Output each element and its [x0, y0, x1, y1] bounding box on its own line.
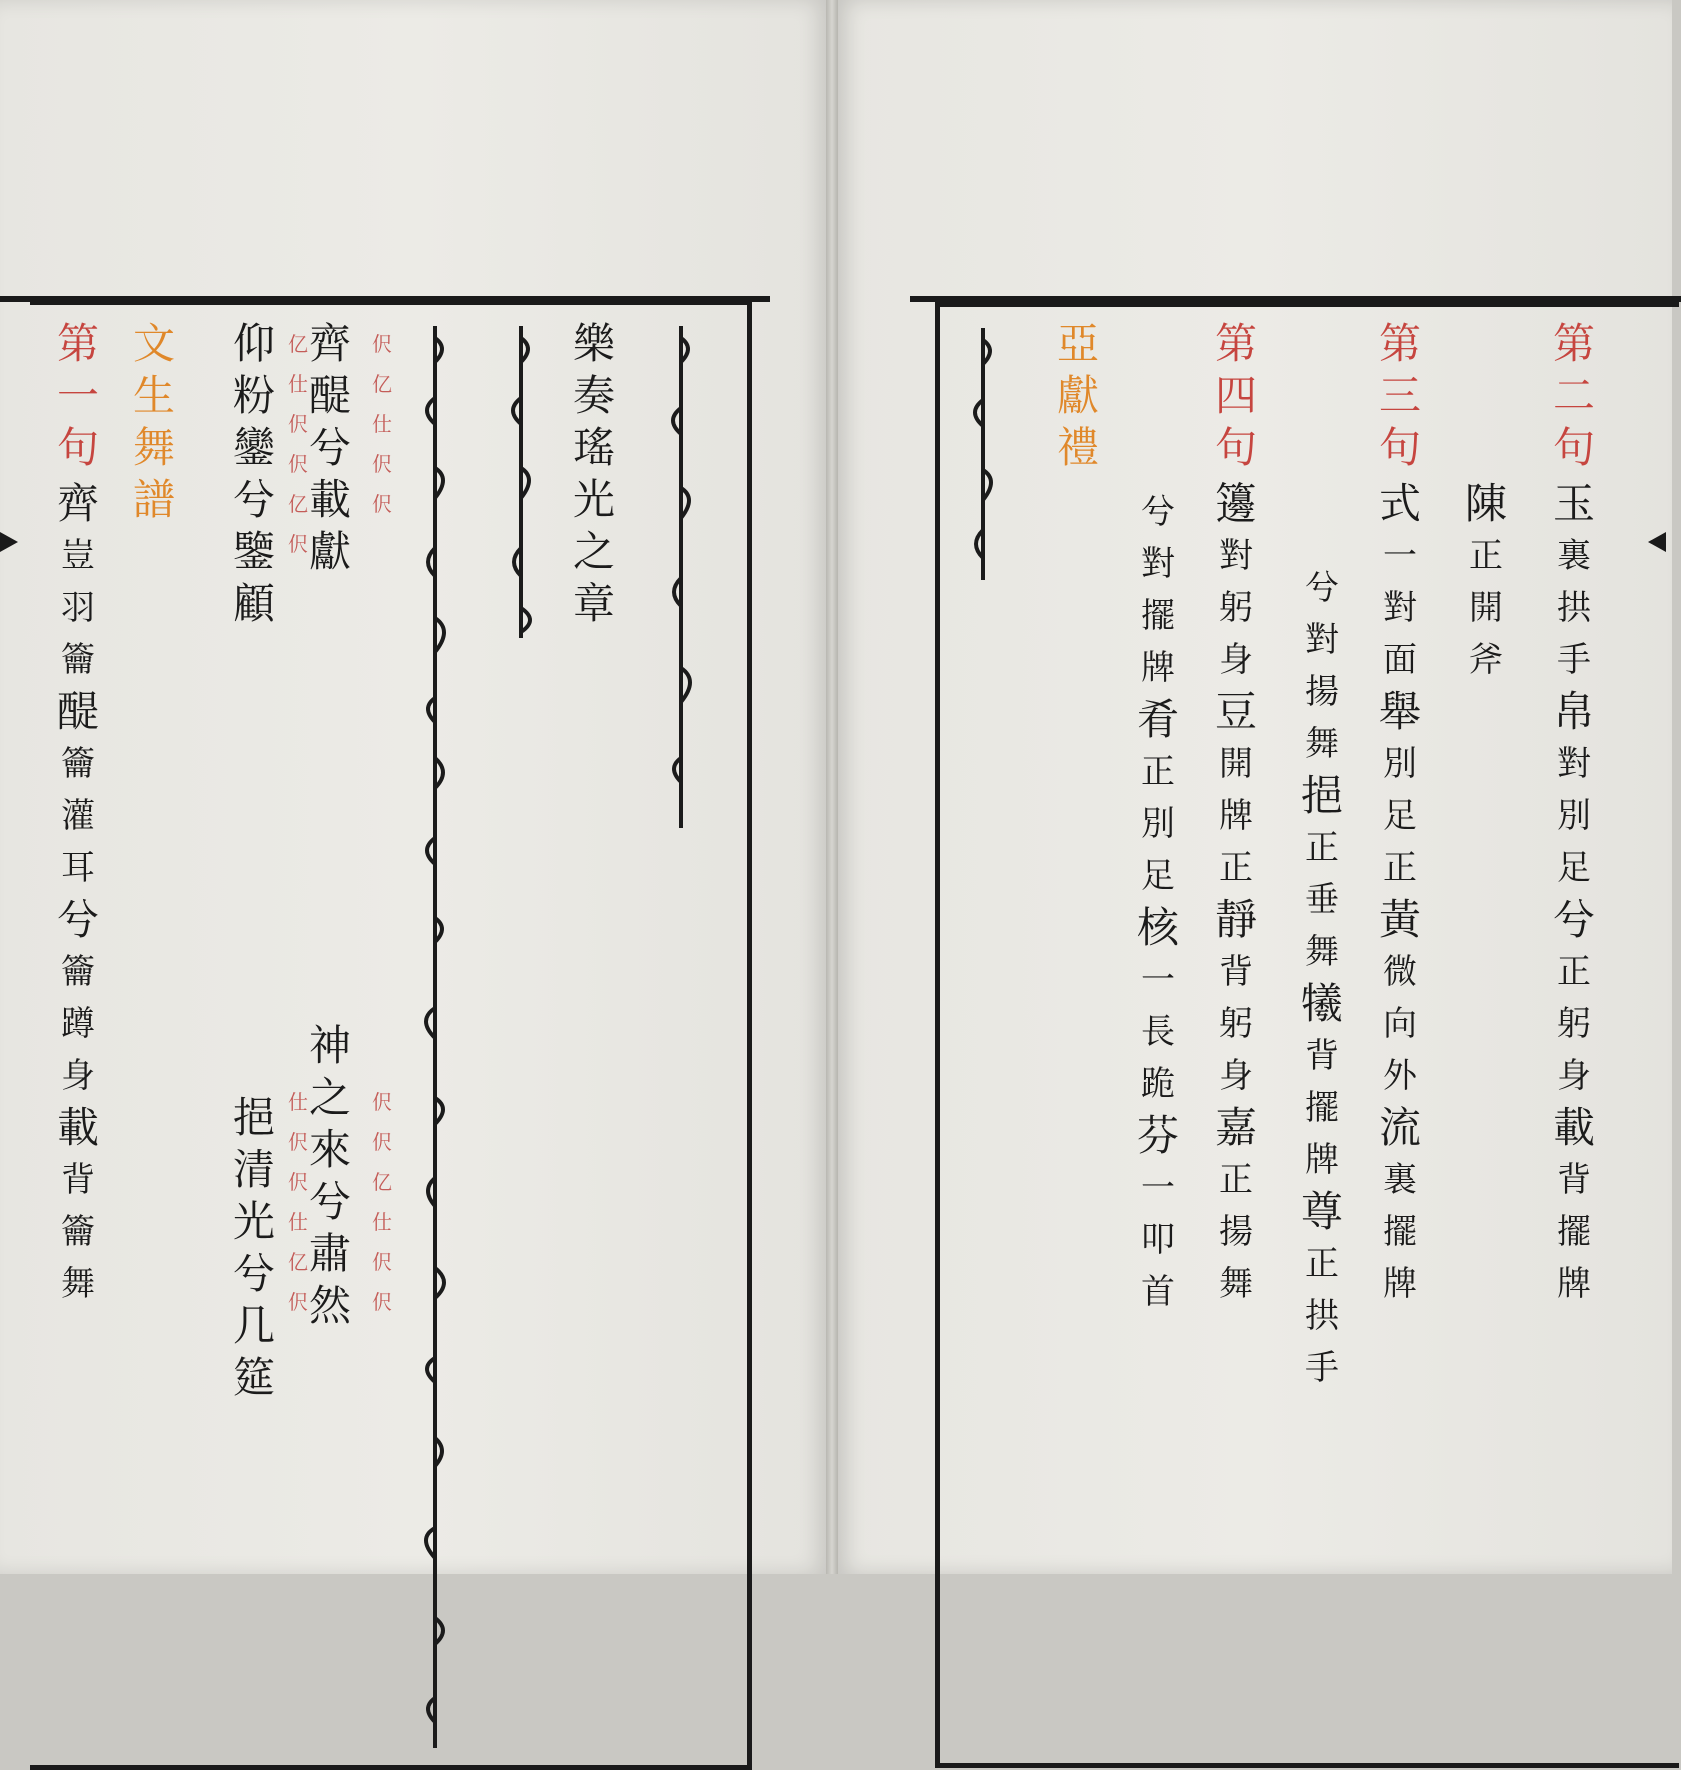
- char: 揚: [1219, 1212, 1253, 1252]
- char: 裏: [1557, 536, 1591, 576]
- char: 兮: [308, 423, 351, 472]
- char: 鑾: [232, 423, 275, 472]
- char: 獻: [1056, 371, 1099, 420]
- char: 四: [1214, 371, 1257, 420]
- char: 光: [232, 1197, 275, 1246]
- char: 拱: [1557, 588, 1591, 628]
- char: 牌: [1141, 648, 1175, 688]
- char: 正: [1305, 1244, 1339, 1284]
- manchu-script-column-1: [410, 318, 460, 1758]
- char: 亞: [1056, 319, 1099, 368]
- notation-col-d: [368, 1082, 396, 1322]
- char: 第: [1214, 319, 1257, 368]
- char: 正: [1305, 828, 1339, 868]
- manchu-script-column-3: [656, 318, 706, 838]
- char: 正: [1469, 536, 1503, 576]
- char: 豈: [61, 536, 95, 576]
- char: 兮: [308, 1177, 351, 1226]
- char: 舞: [132, 423, 175, 472]
- char: 羽: [61, 588, 95, 628]
- note: 仕: [372, 412, 392, 436]
- char: 舉: [1378, 687, 1421, 736]
- char: 微: [1383, 952, 1417, 992]
- char: 背: [1219, 952, 1253, 992]
- char: 擺: [1557, 1212, 1591, 1252]
- char: 帛: [1552, 687, 1595, 736]
- char: 躬: [1219, 588, 1253, 628]
- book-gutter: [826, 0, 838, 1574]
- right-col-b: [1374, 478, 1426, 1310]
- char: 載: [308, 475, 351, 524]
- right-col-b-heading: [1374, 318, 1426, 474]
- note: 仕: [372, 1210, 392, 1234]
- note: 伬: [372, 1250, 392, 1274]
- char: 句: [1378, 423, 1421, 472]
- note: 伬: [372, 492, 392, 516]
- char: 身: [1219, 640, 1253, 680]
- char: 禮: [1056, 423, 1099, 472]
- note: 亿: [372, 372, 392, 396]
- left-col-3-top: [228, 318, 280, 630]
- char: 筵: [232, 1353, 275, 1402]
- char: 樂: [572, 319, 615, 368]
- char: 黃: [1378, 895, 1421, 944]
- notation-col-b: [368, 324, 396, 524]
- note: 伬: [288, 1170, 308, 1194]
- right-col-d: [1548, 478, 1600, 1310]
- char: 醍: [56, 687, 99, 736]
- char: 牌: [1219, 796, 1253, 836]
- note: 仕: [288, 1210, 308, 1234]
- char: 三: [1378, 371, 1421, 420]
- char: 載: [1552, 1103, 1595, 1152]
- char: 籥: [61, 952, 95, 992]
- right-col-a-heading: [1210, 318, 1262, 474]
- note: 伬: [288, 1290, 308, 1314]
- char: 對: [1141, 544, 1175, 584]
- right-col-a2: [1132, 486, 1184, 1318]
- note: 亿: [288, 1250, 308, 1274]
- char: 几: [232, 1301, 275, 1350]
- char: 長: [1141, 1012, 1175, 1052]
- char: 二: [1552, 371, 1595, 420]
- char: 牌: [1383, 1264, 1417, 1304]
- char: 正: [1383, 848, 1417, 888]
- left-fishtail-mark: [0, 532, 18, 552]
- char: 裏: [1383, 1160, 1417, 1200]
- char: 跪: [1141, 1064, 1175, 1104]
- char: 句: [1552, 423, 1595, 472]
- char: 擺: [1141, 596, 1175, 636]
- note: 伬: [288, 452, 308, 476]
- char: 式: [1378, 479, 1421, 528]
- char: 籥: [61, 1212, 95, 1252]
- char: 兮: [1141, 492, 1175, 532]
- char: 兮: [232, 1249, 275, 1298]
- char: 揚: [1305, 672, 1339, 712]
- char: 句: [1214, 423, 1257, 472]
- char: 首: [1141, 1272, 1175, 1312]
- char: 叩: [1141, 1220, 1175, 1260]
- char: 足: [1141, 856, 1175, 896]
- char: 開: [1469, 588, 1503, 628]
- char: 兮: [232, 475, 275, 524]
- char: 身: [1219, 1056, 1253, 1096]
- char: 一: [1141, 1168, 1175, 1208]
- note: 伬: [372, 332, 392, 356]
- char: 正: [1219, 848, 1253, 888]
- char: 背: [1305, 1036, 1339, 1076]
- char: 躬: [1557, 1004, 1591, 1044]
- left-col-4-top: [304, 318, 356, 578]
- char: 舞: [1305, 932, 1339, 972]
- char: 犧: [1300, 979, 1343, 1028]
- char: 一: [56, 371, 99, 420]
- char: 文: [132, 319, 175, 368]
- note: 伬: [288, 532, 308, 556]
- char: 瑤: [572, 423, 615, 472]
- char: 顧: [232, 579, 275, 628]
- char: 背: [1557, 1160, 1591, 1200]
- char: 玉: [1552, 479, 1595, 528]
- char: 別: [1383, 744, 1417, 784]
- char: 手: [1305, 1348, 1339, 1388]
- right-col-c: [1460, 478, 1512, 686]
- right-fishtail-mark: [1648, 532, 1666, 552]
- right-col-a: [1210, 478, 1262, 1310]
- note: 亿: [288, 492, 308, 516]
- char: 兮: [1305, 568, 1339, 608]
- char: 手: [1557, 640, 1591, 680]
- char: 第: [1378, 319, 1421, 368]
- note: 亿: [372, 1170, 392, 1194]
- char: 躬: [1219, 1004, 1253, 1044]
- char: 肅: [308, 1229, 351, 1278]
- char: 芬: [1136, 1111, 1179, 1160]
- char: 尊: [1300, 1187, 1343, 1236]
- char: 向: [1383, 1004, 1417, 1044]
- char: 垂: [1305, 880, 1339, 920]
- note: 仕: [288, 1090, 308, 1114]
- char: 第: [1552, 319, 1595, 368]
- char: 流: [1378, 1103, 1421, 1152]
- char: 足: [1557, 848, 1591, 888]
- char: 來: [308, 1125, 351, 1174]
- char: 章: [572, 579, 615, 628]
- char: 擺: [1305, 1088, 1339, 1128]
- char: 譜: [132, 475, 175, 524]
- char: 舞: [61, 1264, 95, 1304]
- char: 肴: [1136, 695, 1179, 744]
- note: 亿: [288, 332, 308, 356]
- char: 舞: [1305, 724, 1339, 764]
- char: 仰: [232, 319, 275, 368]
- char: 對: [1305, 620, 1339, 660]
- right-col-d-heading: [1548, 318, 1600, 474]
- note: 仕: [288, 372, 308, 396]
- char: 牌: [1305, 1140, 1339, 1180]
- char: 足: [1383, 796, 1417, 836]
- char: 齊: [56, 479, 99, 528]
- char: 神: [308, 1021, 351, 1070]
- char: 別: [1557, 796, 1591, 836]
- char: 別: [1141, 804, 1175, 844]
- note: 伬: [288, 1130, 308, 1154]
- char: 對: [1219, 536, 1253, 576]
- char: 之: [308, 1073, 351, 1122]
- char: 核: [1136, 903, 1179, 952]
- char: 籥: [61, 640, 95, 680]
- char: 挹: [1300, 771, 1343, 820]
- note: 伬: [288, 412, 308, 436]
- left-col-subtitle: [128, 318, 180, 526]
- left-col-3-bottom: [228, 1092, 280, 1404]
- left-col-1: [52, 478, 104, 1310]
- char: 舞: [1219, 1264, 1253, 1304]
- char: 對: [1557, 744, 1591, 784]
- char: 獻: [308, 527, 351, 576]
- right-title: [1052, 318, 1104, 474]
- char: 一: [1141, 960, 1175, 1000]
- char: 齊: [308, 319, 351, 368]
- char: 正: [1141, 752, 1175, 792]
- char: 之: [572, 527, 615, 576]
- left-col-4-bottom: [304, 1020, 356, 1332]
- char: 然: [308, 1281, 351, 1330]
- char: 斧: [1469, 640, 1503, 680]
- char: 粉: [232, 371, 275, 420]
- char: 第: [56, 319, 99, 368]
- char: 籥: [61, 744, 95, 784]
- note: 伬: [372, 1290, 392, 1314]
- char: 正: [1557, 952, 1591, 992]
- note: 伬: [372, 452, 392, 476]
- char: 一: [1383, 536, 1417, 576]
- char: 兮: [56, 895, 99, 944]
- manchu-script-column-2: [496, 318, 546, 648]
- char: 牌: [1557, 1264, 1591, 1304]
- char: 嘉: [1214, 1103, 1257, 1152]
- char: 靜: [1214, 895, 1257, 944]
- char: 蹲: [61, 1004, 95, 1044]
- char: 豆: [1214, 687, 1257, 736]
- char: 外: [1383, 1056, 1417, 1096]
- char: 灌: [61, 796, 95, 836]
- char: 挹: [232, 1093, 275, 1142]
- char: 載: [56, 1103, 99, 1152]
- char: 身: [61, 1056, 95, 1096]
- char: 陳: [1464, 479, 1507, 528]
- char: 句: [56, 423, 99, 472]
- char: 身: [1557, 1056, 1591, 1096]
- char: 生: [132, 371, 175, 420]
- left-col-heading: [52, 318, 104, 474]
- note: 伬: [372, 1090, 392, 1114]
- char: 籩: [1214, 479, 1257, 528]
- char: 奏: [572, 371, 615, 420]
- char: 正: [1219, 1160, 1253, 1200]
- char: 擺: [1383, 1212, 1417, 1252]
- note: 伬: [372, 1130, 392, 1154]
- char: 面: [1383, 640, 1417, 680]
- char: 醍: [308, 371, 351, 420]
- char: 鑒: [232, 527, 275, 576]
- char: 對: [1383, 588, 1417, 628]
- char: 開: [1219, 744, 1253, 784]
- left-col-5: [568, 318, 620, 630]
- char: 清: [232, 1145, 275, 1194]
- char: 背: [61, 1160, 95, 1200]
- char: 耳: [61, 848, 95, 888]
- manchu-script-column-right: [958, 320, 1008, 590]
- char: 光: [572, 475, 615, 524]
- char: 拱: [1305, 1296, 1339, 1336]
- right-col-b2: [1296, 562, 1348, 1394]
- char: 兮: [1552, 895, 1595, 944]
